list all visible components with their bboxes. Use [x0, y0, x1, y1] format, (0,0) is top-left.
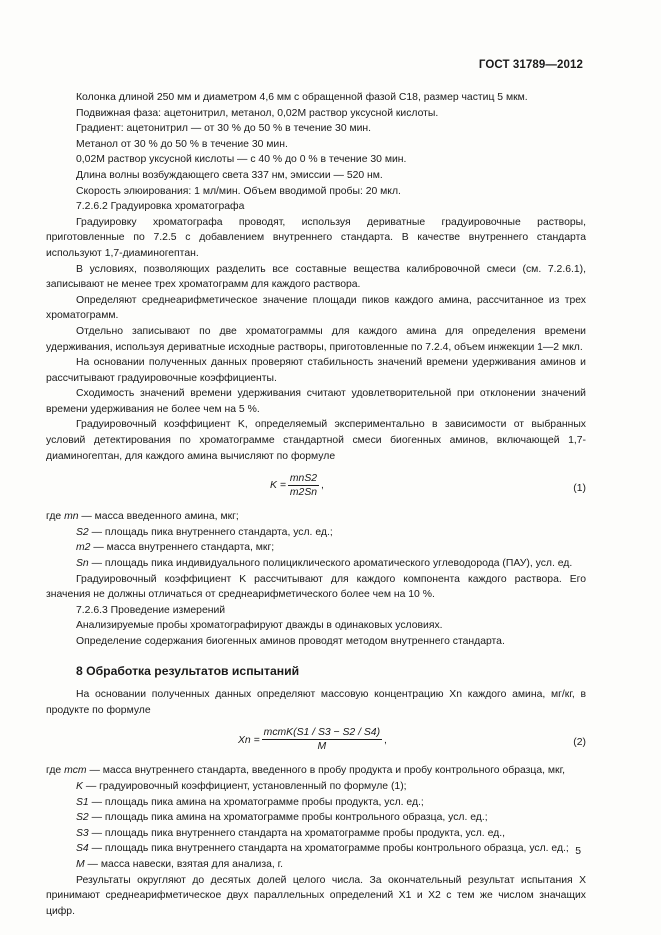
- legend-symbol: K: [76, 780, 83, 792]
- legend-symbol: mn: [64, 511, 79, 523]
- legend-row: S4 — площадь пика внутреннего стандарта на хроматограмме пробы контрольного образца, усл. ед.;: [76, 843, 569, 855]
- standard-header: ГОСТ 31789—2012: [478, 59, 583, 71]
- formula-2-numerator: mстK(S1 / S3 − S2 / S4): [263, 727, 381, 739]
- paragraph: Анализируемые пробы хроматографируют дважды в одинаковых условиях.: [76, 620, 443, 632]
- paragraph: На основании полученных данных определяют массовую концентрацию Xn каждого амина, мг/кг, в продукте по формуле: [46, 689, 586, 716]
- formula-2-lhs: Xn =: [238, 734, 260, 746]
- paragraph: Градуировочный коэффициент K рассчитывают для каждого компонента каждого раствора. Его значения не должны отличаться от среднеарифметического более чем на 10 %.: [46, 573, 586, 601]
- formula-1-lhs: K =: [270, 480, 286, 492]
- paragraph: В условиях, позволяющих разделить все составные вещества калибровочной смеси (см. 7.2.6.1), записывают не менее трех хроматограмм для каждого раствора.: [46, 263, 586, 291]
- legend-symbol: S2: [76, 812, 89, 824]
- legend-2: [46, 763, 586, 872]
- legend-row: Sn — площадь пика индивидуального полициклического ароматического углеводорода (ПАУ), усл. ед.: [76, 558, 573, 570]
- page-content: [46, 90, 586, 919]
- param-line: Скорость элюирования: 1 мл/мин. Объем вводимой пробы: 20 мкл.: [76, 185, 401, 197]
- formula-1-tail: ,: [321, 480, 324, 492]
- formula-2-number: (2): [573, 737, 586, 749]
- param-line: Длина волны возбуждающего света 337 нм, эмиссии — 520 нм.: [76, 169, 383, 181]
- paragraph: Результаты округляют до десятых долей целого числа. За окончательный результат испытания X принимают среднеарифметическое двух параллельных определений X1 и X2 с тем же числом значащих цифр.: [46, 874, 586, 917]
- legend-symbol: mст: [64, 765, 87, 777]
- legend-symbol: S3: [76, 827, 89, 839]
- formula-2: [46, 723, 586, 759]
- paragraph: На основании полученных данных проверяют стабильность значений времени удерживания аминов и рассчитывают градуировочные коэффициенты.: [46, 357, 586, 384]
- legend-row: M — масса навески, взятая для анализа, г.: [76, 858, 284, 870]
- formula-2-fraction: [262, 726, 382, 754]
- legend-row: S2 — площадь пика внутреннего стандарта, усл. ед.;: [76, 526, 333, 538]
- param-line: Подвижная фаза: ацетонитрил, метанол, 0,02М раствор уксусной кислоты.: [76, 107, 439, 119]
- paragraph: Отдельно записывают по две хроматограммы для каждого амина для определения времени удерживания, используя дериватные исходные растворы, приготовленные по 7.2.4, объем инжекции 1—2 мкл.: [46, 325, 586, 353]
- param-line: Метанол от 30 % до 50 % в течение 30 мин.: [76, 138, 288, 150]
- param-line: 0,02М раствор уксусной кислоты — с 40 % до 0 % в течение 30 мин.: [76, 154, 407, 166]
- param-line: Колонка длиной 250 мм и диаметром 4,6 мм с обращенной фазой C18, размер частиц 5 мкм.: [76, 92, 528, 103]
- formula-1-numerator: mnS2: [289, 473, 318, 485]
- paragraph: Сходимость значений времени удерживания считают удовлетворительной при отклонении значений времени удерживания не более чем на 5 %.: [46, 388, 586, 415]
- legend-1: [46, 509, 586, 571]
- formula-1-fraction: [288, 472, 319, 500]
- formula-2-tail: ,: [384, 734, 387, 746]
- legend-row: где mn — масса введенного амина, мкг;: [46, 511, 239, 523]
- legend-symbol: S1: [76, 796, 89, 808]
- formula-1-denominator: m2Sn: [289, 487, 318, 499]
- paragraph: Определяют среднеарифметическое значение площади пиков каждого амина, рассчитанное из трех хроматограмм.: [46, 294, 586, 322]
- paragraph: Определение содержания биогенных аминов проводят методом внутреннего стандарта.: [76, 636, 505, 647]
- legend-row: S1 — площадь пика амина на хроматограмме пробы продукта, усл. ед.;: [76, 796, 424, 808]
- legend-row: S2 — площадь пика амина на хроматограмме пробы контрольного образца, усл. ед.;: [76, 812, 488, 824]
- page-number: 5: [575, 846, 581, 857]
- section-heading: 8 Обработка результатов испытаний: [76, 663, 300, 678]
- legend-symbol: S2: [76, 526, 89, 538]
- legend-row: K — градуировочный коэффициент, установленный по формуле (1);: [76, 780, 407, 792]
- legend-symbol: m2: [76, 542, 91, 554]
- formula-2-denominator: M: [317, 741, 327, 753]
- legend-row: S3 — площадь пика внутреннего стандарта на хроматограмме пробы продукта, усл. ед.,: [76, 827, 505, 839]
- legend-row: m2 — масса внутреннего стандарта, мкг;: [76, 542, 275, 554]
- param-line: Градиент: ацетонитрил — от 30 % до 50 % в течение 30 мин.: [76, 123, 372, 135]
- legend-symbol: Sn: [76, 558, 89, 570]
- legend-row: где mст — масса внутреннего стандарта, введенного в пробу продукта и пробу контрольного образца, мкг,: [46, 765, 565, 777]
- subsection-heading: 7.2.6.3 Проведение измерений: [76, 604, 226, 616]
- formula-1: [46, 469, 586, 505]
- subsection-heading: 7.2.6.2 Градуировка хроматографа: [76, 201, 245, 213]
- paragraph: Градуировочный коэффициент K, определяемый экспериментально в зависимости от выбранных условий детектирования по хроматограмме стандартной смеси биогенных аминов, включающей 1,7-диаминогептан, для каждого амина вычисляют по формуле: [46, 419, 586, 462]
- legend-symbol: S4: [76, 843, 89, 855]
- legend-symbol: M: [76, 858, 85, 870]
- formula-1-number: (1): [573, 483, 586, 495]
- paragraph: Градуировку хроматографа проводят, используя дериватные градуировочные растворы, приготовленные по 7.2.5 с добавлением внутреннего стандарта. В качестве внутреннего стандарта используют 1,7-диаминогептан.: [46, 216, 586, 259]
